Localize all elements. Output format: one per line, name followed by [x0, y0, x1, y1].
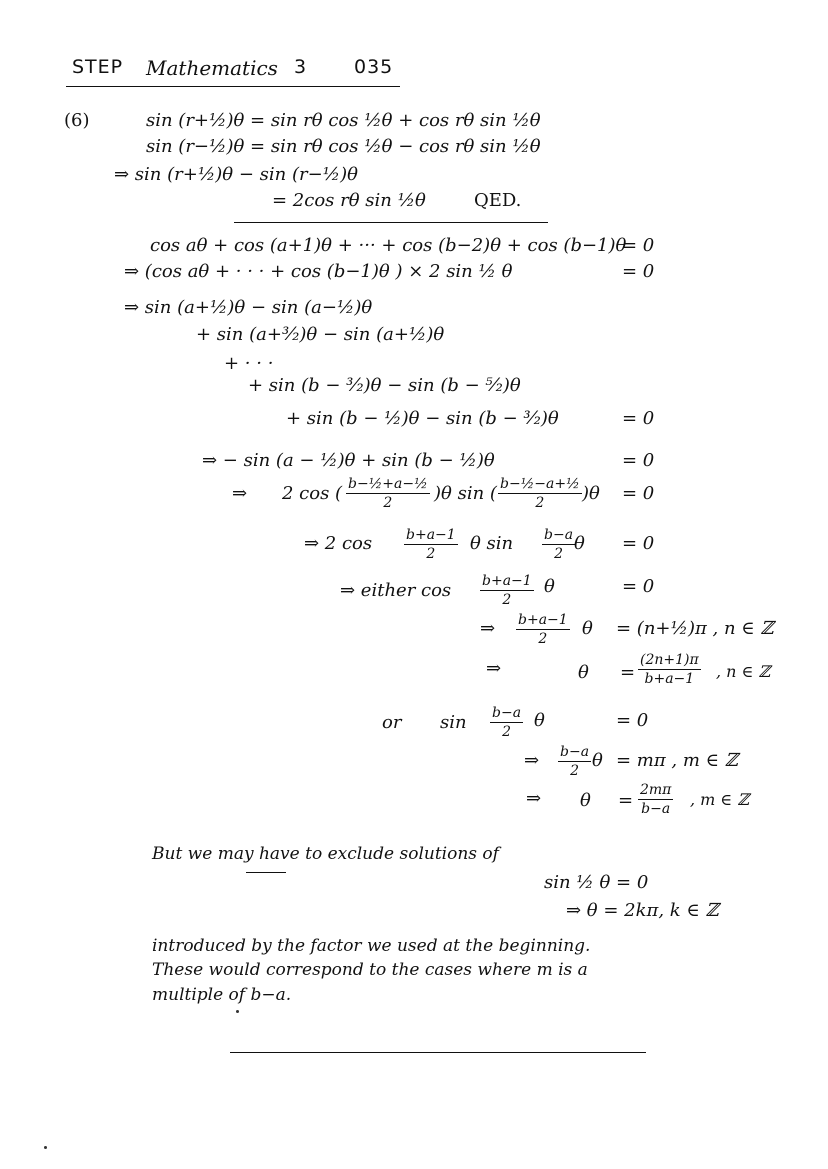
section-divider-1 [234, 222, 548, 223]
l13-eq: = [620, 662, 636, 683]
l9-fraction-1 [346, 476, 430, 511]
l12-arrow: ⇒ [480, 618, 496, 639]
l10-part-b: θ sin [470, 533, 514, 554]
simplified-line: ⇒ − sin (a − ½)θ + sin (b − ½)θ [202, 450, 495, 471]
l16-eq: = [618, 790, 634, 811]
l9-frac1-den: 2 [383, 495, 393, 512]
l11-rhs: = 0 [622, 576, 655, 597]
note-equation-2: ⇒ θ = 2kπ, k ∈ ℤ [566, 900, 719, 921]
l9-fraction-2 [498, 476, 582, 511]
l16-frac-num: 2mπ [638, 782, 673, 800]
multiply-line: ⇒ (cos aθ + · · · + cos (b−1)θ ) × 2 sin ½ θ [124, 261, 513, 282]
telescope-line-3: + sin (b − ³⁄₂)θ − sin (b − ⁵⁄₂)θ [248, 375, 521, 396]
l12-fraction [516, 612, 570, 647]
l13-frac-den: b+a−1 [644, 671, 695, 688]
l15-frac-den: 2 [570, 763, 579, 780]
l10-part-c: θ [574, 533, 585, 554]
l13-frac-num: (2n+1)π [638, 652, 701, 670]
l11-part-b: θ [544, 576, 555, 597]
l12-frac-num: b+a−1 [516, 612, 570, 630]
simplified-line-rhs: = 0 [622, 450, 655, 471]
stray-mark [236, 1010, 239, 1013]
l15-frac-num: b−a [558, 744, 591, 762]
header-question: 035 [354, 56, 394, 78]
l15-rhs: = mπ , m ∈ ℤ [616, 750, 738, 771]
l16-tail: , m ∈ ℤ [690, 790, 750, 809]
l9-rhs: = 0 [622, 483, 655, 504]
section-divider-2 [230, 1052, 646, 1053]
note-equation-1: sin ½ θ = 0 [544, 872, 649, 893]
identity-line-3: ⇒ sin (r+½)θ − sin (r−½)θ [114, 164, 358, 185]
l14-frac-den: 2 [502, 724, 511, 741]
l9-part-b: )θ sin ( [434, 483, 497, 504]
identity-line-4: = 2cos rθ sin ½θ [272, 190, 426, 211]
header-underline [66, 86, 400, 87]
header-subject: Mathematics [146, 56, 278, 80]
qed-mark: QED. [474, 190, 522, 211]
note-paragraph-3: These would correspond to the cases where m is a [152, 960, 588, 980]
l14-fraction [490, 705, 523, 740]
l13-arrow: ⇒ [486, 658, 502, 679]
l13-tail: , n ∈ ℤ [716, 662, 771, 681]
l10-frac2-den: 2 [554, 546, 563, 563]
l9-part-a: 2 cos ( [282, 483, 343, 504]
l14-frac-num: b−a [490, 705, 523, 723]
l14-theta: θ [534, 710, 545, 731]
note-paragraph-4: multiple of b−a. [152, 985, 292, 1005]
l10-rhs: = 0 [622, 533, 655, 554]
multiply-line-rhs: = 0 [622, 261, 655, 282]
l14-sin: sin [440, 712, 467, 733]
l11-part-a: ⇒ either cos [340, 580, 452, 601]
l10-frac1-num: b+a−1 [404, 527, 458, 545]
telescope-line-4-rhs: = 0 [622, 408, 655, 429]
l15-theta: θ [592, 750, 603, 771]
l15-arrow: ⇒ [524, 750, 540, 771]
l15-fraction [558, 744, 591, 779]
note-paragraph-1: But we may have to exclude solutions of [152, 844, 499, 864]
l10-fraction-2 [542, 527, 575, 562]
header-step: STEP [72, 56, 124, 78]
l9-part-c: )θ [582, 483, 600, 504]
l13-theta: θ [578, 662, 589, 683]
l9-frac2-num: b−½−a+½ [498, 476, 582, 494]
telescope-dots: + · · · [224, 353, 274, 374]
l10-frac2-num: b−a [542, 527, 575, 545]
l9-frac2-den: 2 [535, 495, 545, 512]
l10-frac1-den: 2 [426, 546, 436, 563]
l16-arrow: ⇒ [526, 788, 542, 809]
l14-or: or [382, 712, 402, 733]
l11-frac-den: 2 [502, 592, 512, 609]
l11-fraction [480, 573, 534, 608]
l10-fraction-1 [404, 527, 458, 562]
stray-mark [44, 1146, 47, 1149]
l12-rhs: = (n+½)π , n ∈ ℤ [616, 618, 774, 639]
l11-frac-num: b+a−1 [480, 573, 534, 591]
sum-line: cos aθ + cos (a+1)θ + ··· + cos (b−2)θ + cos (b−1)θ [150, 235, 627, 256]
l12-frac-den: 2 [538, 631, 548, 648]
telescope-line-2: + sin (a+³⁄₂)θ − sin (a+½)θ [196, 324, 445, 345]
l10-part-a: ⇒ 2 cos [304, 533, 373, 554]
arrow-l9: ⇒ [232, 483, 248, 504]
note-paragraph-2: introduced by the factor we used at the beginning. [152, 936, 591, 956]
l16-theta: θ [580, 790, 591, 811]
l9-frac1-num: b−½+a−½ [346, 476, 430, 494]
telescope-line-4: + sin (b − ½)θ − sin (b − ³⁄₂)θ [286, 408, 559, 429]
identity-line-2: sin (r−½)θ = sin rθ cos ½θ − cos rθ sin ½θ [146, 136, 541, 157]
l13-fraction [638, 652, 701, 687]
l12-part-b: θ [582, 618, 593, 639]
l16-fraction [638, 782, 673, 817]
may-underline [246, 872, 286, 873]
l16-frac-den: b−a [641, 801, 671, 818]
telescope-line-1: ⇒ sin (a+½)θ − sin (a−½)θ [124, 297, 373, 318]
part-label: (6) [64, 110, 90, 131]
sum-line-rhs: = 0 [622, 235, 655, 256]
header-paper: 3 [294, 56, 308, 78]
l14-rhs: = 0 [616, 710, 649, 731]
identity-line-1: sin (r+½)θ = sin rθ cos ½θ + cos rθ sin ½θ [146, 110, 541, 131]
